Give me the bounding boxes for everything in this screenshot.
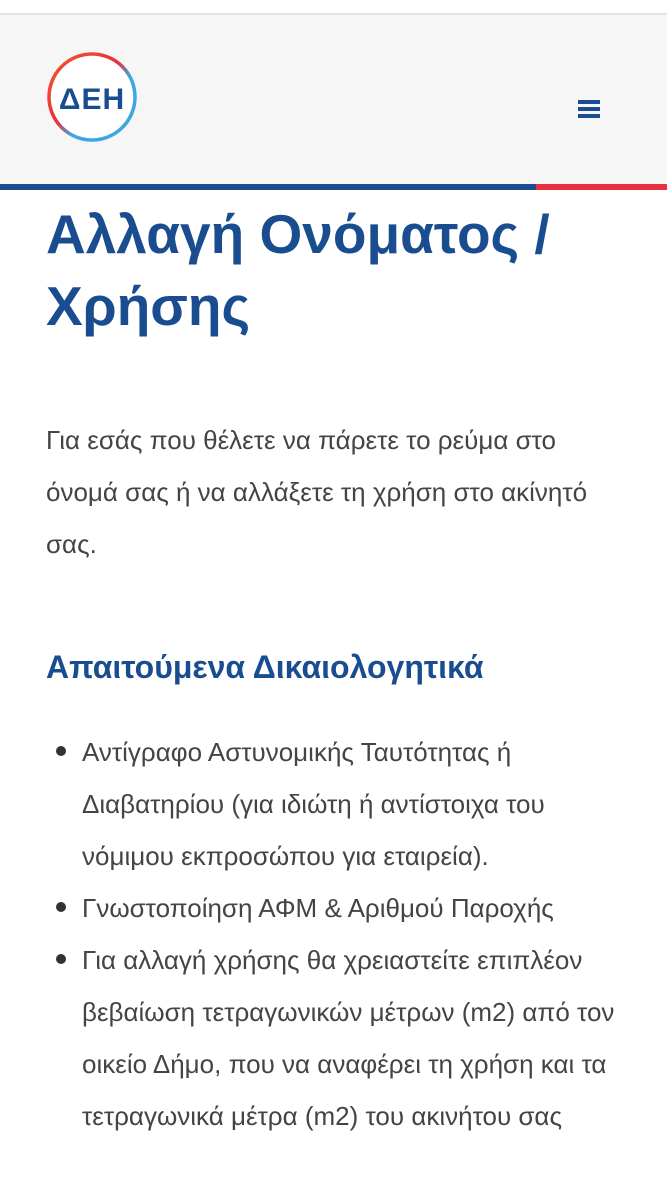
list-item [48, 934, 618, 1142]
list-item-text: Για αλλαγή χρήσης θα χρειαστείτε επιπλέον βεβαίωση τετραγωνικών μέτρων (m2) από τον οικείο Δήμο, που να αναφέρει τη χρήση και τα τετραγωνικά μέτρα (m2) του ακινήτου σας [82, 945, 615, 1131]
required-documents-heading: Απαιτούμενα Δικαιολογητικά [46, 649, 484, 685]
page-title: Αλλαγή Ονόματος / Χρήσης [46, 203, 550, 337]
bullet-icon [56, 902, 66, 912]
list-item-text: Αντίγραφο Αστυνομικής Ταυτότητας ή Διαβατηρίου (για ιδιώτη ή αντίστοιχα του νόμιμου εκπροσώπου για εταιρεία). [82, 737, 545, 871]
bullet-icon [56, 954, 66, 964]
list-item [48, 882, 618, 934]
list-item-text: Γνωστοποίηση ΑΦΜ & Αριθμού Παροχής [82, 893, 554, 923]
intro-text: Για εσάς που θέλετε να πάρετε το ρεύμα στο όνομά σας ή να αλλάξετε τη χρήση στο ακίνητό σας. [46, 425, 588, 559]
brand-stripe-blue [0, 184, 536, 190]
bullet-icon [56, 746, 66, 756]
dei-logo-icon [46, 51, 138, 143]
list-item [48, 726, 618, 882]
dei-logo[interactable] [46, 51, 138, 143]
logo-text: ΔΕΗ [58, 83, 126, 116]
brand-stripe-red [536, 184, 667, 190]
site-header [0, 15, 667, 184]
required-documents-list [48, 726, 618, 1142]
menu-button[interactable] [561, 81, 617, 137]
hamburger-menu-icon [578, 100, 600, 118]
